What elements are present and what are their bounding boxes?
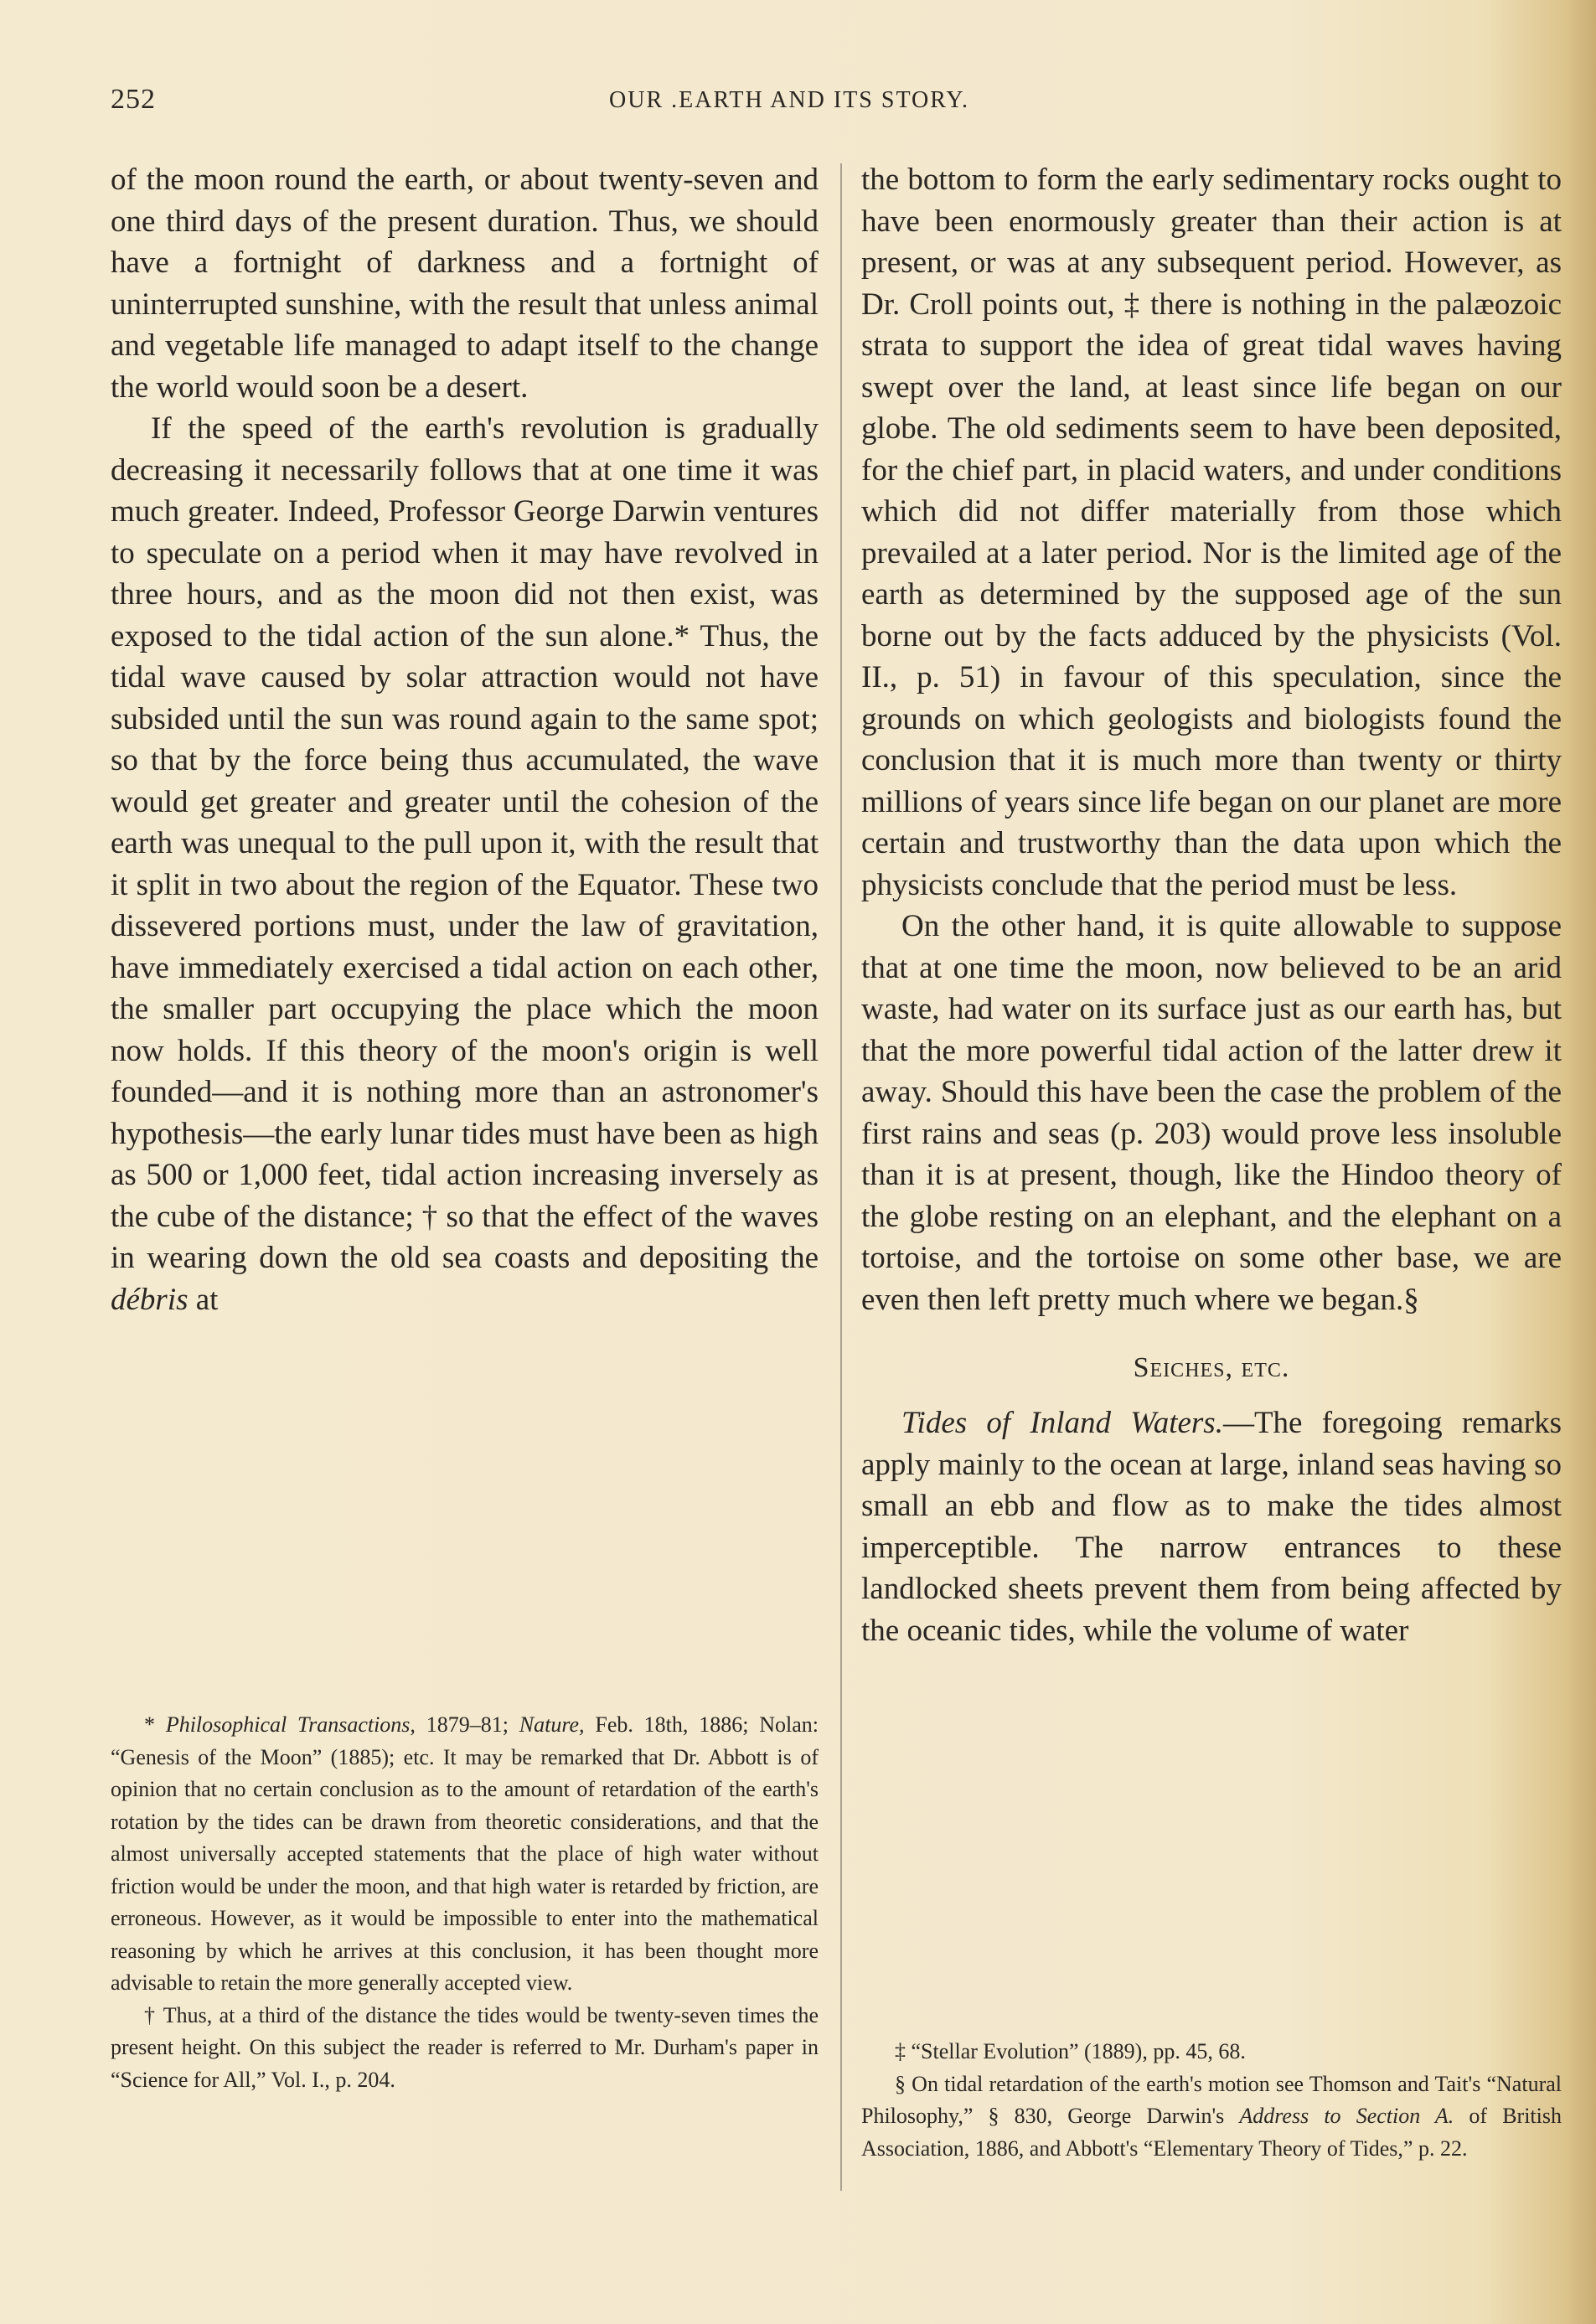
left-paragraph-1: of the moon round the earth, or about twenty-seven and one third days of the present duration. Thus, we should have a fortnight of darkness and a fortnight of uninterrupted sunshine, with the result that unless animal and vegetable life managed to adapt itself to the change the world would soon be a desert. [111,163,819,405]
left-footnotes [111,1709,819,2096]
right-column [861,159,1562,1651]
page-header [111,84,1568,126]
footnote-section-pre: § On tidal retardation of the earth's motion see Thomson and Tait's “Natural Philosophy,” § 830, George Darwin's [861,2071,1562,2128]
footnote-section-italic: Address to Section A. [1239,2104,1454,2128]
running-title: OUR .EARTH AND ITS STORY. [609,87,970,113]
debris-word: débris [111,1282,189,1317]
footnote-section [861,2068,1562,2166]
footnote-double-dagger: ‡ “Stellar Evolution” (1889), pp. 45, 68. [895,2039,1246,2063]
section-heading: Seiches, etc. [1133,1352,1290,1383]
footnote-star-text2: Feb. 18th, 1886; Nolan: “Genesis of the Moon” (1885); etc. It may be remarked that Dr. Abbott is of opinion that no certain conclusion as to the amount of retardation of the earth's rotation by the tides can be drawn from theoretic considerations, and that the almost universally accepted statements that the place of high water without friction would be under the moon, and that high water is retarded by friction, are erroneous. However, as it would be impossible to enter into the mathematical reasoning by which he arrives at this conclusion, it has been thought more advisable to retain the more generally accepted view. [111,1712,819,1995]
footnote-star [111,1709,819,2000]
footnote-dagger: † Thus, at a third of the distance the tides would be twenty-seven times the present height. On this subject the reader is referred to Mr. Durham's paper in “Science for All,” Vol. I., p. 204. [111,2002,819,2092]
left-paragraph-2 [111,408,819,1320]
footnote-section-post: of British Association, 1886, and Abbott's “Elementary Theory of Tides,” p. 22. [861,2104,1562,2161]
left-paragraph-2-text: If the speed of the earth's revolution is gradually decreasing it necessarily follows that at one time it was much greater. Indeed, Professor George Darwin ventures to speculate on a period when it may have revolved in three hours, and as the moon did not then exist, was exposed to the tidal action of the sun alone.* Thus, the tidal wave caused by solar attraction would not have subsided until the sun was round again to the same spot; so that by the force being thus accumulated, the wave would get greater and greater until the cohesion of the earth was unequal to the pull upon it, with the result that it split in two about the region of the Equator. These two dissevered portions must, under the law of gravitation, have immediately exercised a tidal action on each other, the smaller part occupying the place which the moon now holds. If this theory of the moon's origin is well founded—and it is nothing more than an astronomer's hypothesis—the early lunar tides must have been as high as 500 or 1,000 feet, tidal action increasing inversely as the cube of the distance; † so that the effect of the waves in wearing down the old sea coasts and depositing the [111,411,819,1275]
tides-lead: Tides of Inland Waters. [901,1406,1223,1440]
right-paragraph-1: the bottom to form the early sedimentary rocks ought to have been enormously greater than their action is at present, or was at any subsequent period. However, as Dr. Croll points out, ‡ there is nothing in the palæozoic strata to support the idea of great tidal waves having swept over the land, at least since life began on our globe. The old sediments seem to have been deposited, for the chief part, in placid waters, and under conditions which did not differ materially from those which prevailed at a later period. Nor is the limited age of the earth as determined by the supposed age of the sun borne out by the facts adduced by the physicists (Vol. II., p. 51) in favour of this speculation, since the grounds on which geologists and biologists found the conclusion that it is much more than twenty or thirty millions of years since life began on our planet are more certain and trustworthy than the data upon which the physicists conclude that the period must be less. [861,163,1562,902]
right-paragraph-3 [861,1402,1562,1651]
left-column [111,159,819,1320]
tides-text: —The foregoing remarks apply mainly to the ocean at large, inland seas having so small an ebb and flow as to make the tides almost imperceptible. The narrow entrances to these landlocked sheets prevent them from being affected by the oceanic tides, while the volume of water [861,1406,1562,1648]
footnote-star-title1: Philosophical Transactions, [165,1712,416,1737]
column-divider [840,163,842,2191]
footnote-star-mark: * [144,1712,166,1737]
footnote-star-text1: 1879–81; [415,1712,519,1737]
right-footnotes [861,2036,1562,2165]
debris-after: at [188,1282,219,1317]
right-paragraph-2: On the other hand, it is quite allowable to suppose that at one time the moon, now believed to be an arid waste, had water on its surface just as our earth has, but that the more powerful tidal action of the latter drew it away. Should this have been the case the problem of the first rains and seas (p. 203) would prove less insoluble than it is at present, though, like the Hindoo theory of the globe resting on an elephant, and the elephant on a tortoise, and the tortoise on some other base, we are even then left pretty much where we began.§ [861,909,1562,1317]
footnote-star-title2: Nature, [519,1712,585,1737]
page-number: 252 [111,84,156,115]
